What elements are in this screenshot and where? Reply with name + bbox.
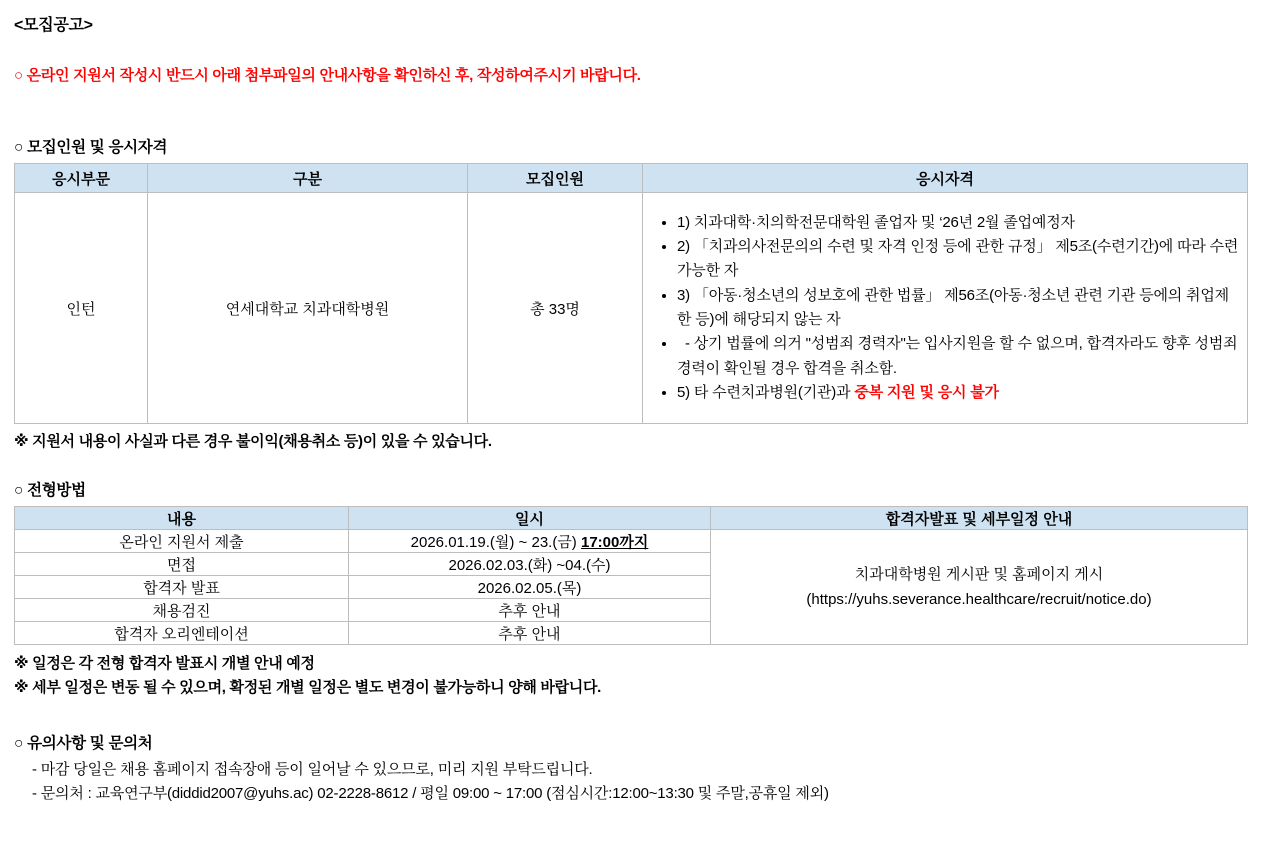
cell-content-exam: 채용검진 — [15, 599, 349, 622]
cell-part: 인턴 — [15, 193, 148, 424]
qualification-item-1: • 1) 치과대학·치의학전문대학원 졸업자 및 ‘26년 2월 졸업예정자 — [677, 211, 1241, 235]
qualification-item-4: • - 상기 법률에 의거 "성범죄 경력자"는 입사지원을 할 수 없으며, 합격자라도 향후 성범죄경력이 확인될 경우 합격을 취소함. — [677, 332, 1241, 381]
process-note-1: ※ 일정은 각 전형 합격자 발표시 개별 안내 예정 — [14, 655, 315, 672]
cell-date-interview: 2026.02.03.(화) ~04.(수) — [349, 553, 711, 576]
process-row-apply — [15, 530, 1248, 553]
col-header-qualification: 응시자격 — [643, 164, 1248, 193]
section-heading-recruit: ○ 모집인원 및 응시자격 — [14, 139, 168, 156]
col-header-count: 모집인원 — [468, 164, 643, 193]
cell-date-orientation: 추후 안내 — [349, 622, 711, 645]
process-table — [14, 506, 1248, 645]
cell-content-orientation: 합격자 오리엔테이션 — [15, 622, 349, 645]
recruit-table-note: ※ 지원서 내용이 사실과 다른 경우 불이익(채용취소 등)이 있을 수 있습니다. — [14, 433, 492, 450]
contact-info-line: - 문의처 : 교육연구부(diddid2007@yuhs.ac) 02-2228-8612 / 평일 09:00 ~ 17:00 (점심시간:12:00~13:30 및 주말,공휴일 제외) — [32, 785, 829, 802]
process-note-2: ※ 세부 일정은 변동 될 수 있으며, 확정된 개별 일정은 별도 변경이 불가능하니 양해 바랍니다. — [14, 678, 602, 696]
cell-org: 연세대학교 치과대학병원 — [148, 193, 468, 424]
cell-date-apply: 2026.01.19.(월) ~ 23.(금) 17:00까지 — [349, 530, 711, 553]
announcement-line-1: 치과대학병원 게시판 및 홈페이지 게시 — [854, 566, 1104, 583]
announcement-url: (https://yuhs.severance.healthcare/recruit/notice.do) — [806, 591, 1152, 608]
contact-caution-line: - 마감 당일은 채용 홈페이지 접속장애 등이 일어날 수 있으므로, 미리 지원 부탁드립니다. — [32, 761, 593, 778]
col-header-datetime: 일시 — [349, 507, 711, 530]
cell-date-exam: 추후 안내 — [349, 599, 711, 622]
section-heading-contact: ○ 유의사항 및 문의처 — [14, 735, 153, 752]
cell-content-apply: 온라인 지원서 제출 — [15, 530, 349, 553]
deadline-time: 17:00까지 — [580, 533, 649, 551]
col-header-announcement: 합격자발표 및 세부일정 안내 — [711, 507, 1248, 530]
cell-content-result: 합격자 발표 — [15, 576, 349, 599]
qualification-item-3: • 3) 「아동·청소년의 성보호에 관한 법률」 제56조(아동·청소년 관련 기관 등에의 취업제한 등)에 해당되지 않는 자 — [677, 284, 1241, 333]
cell-content-interview: 면접 — [15, 553, 349, 576]
recruit-table-row — [15, 193, 1248, 424]
cell-date-result: 2026.02.05.(목) — [349, 576, 711, 599]
red-notice-line: ○ 온라인 지원서 작성시 반드시 아래 첨부파일의 안내사항을 확인하신 후, 작성하여주시기 바랍니다. — [14, 67, 641, 84]
page-title: <모집공고> — [14, 17, 93, 34]
qualification-item-5: • 5) 타 수련치과병원(기관)과 중복 지원 및 응시 불가 — [677, 381, 1241, 405]
recruit-table — [14, 163, 1248, 424]
duplicate-apply-warning: 중복 지원 및 응시 불가 — [854, 383, 999, 401]
section-heading-process: ○ 전형방법 — [14, 482, 86, 499]
cell-qualifications — [643, 193, 1248, 424]
col-header-content: 내용 — [15, 507, 349, 530]
recruit-table-header-row — [15, 164, 1248, 193]
cell-count: 총 33명 — [468, 193, 643, 424]
cell-announcement — [711, 530, 1248, 645]
col-header-division: 구분 — [148, 164, 468, 193]
qualification-list — [655, 211, 1241, 405]
process-table-header-row — [15, 507, 1248, 530]
col-header-part: 응시부문 — [15, 164, 148, 193]
qualification-item-2: • 2) 「치과의사전문의의 수련 및 자격 인정 등에 관한 규정」 제5조(수련기간)에 따라 수련 가능한 자 — [677, 235, 1241, 284]
